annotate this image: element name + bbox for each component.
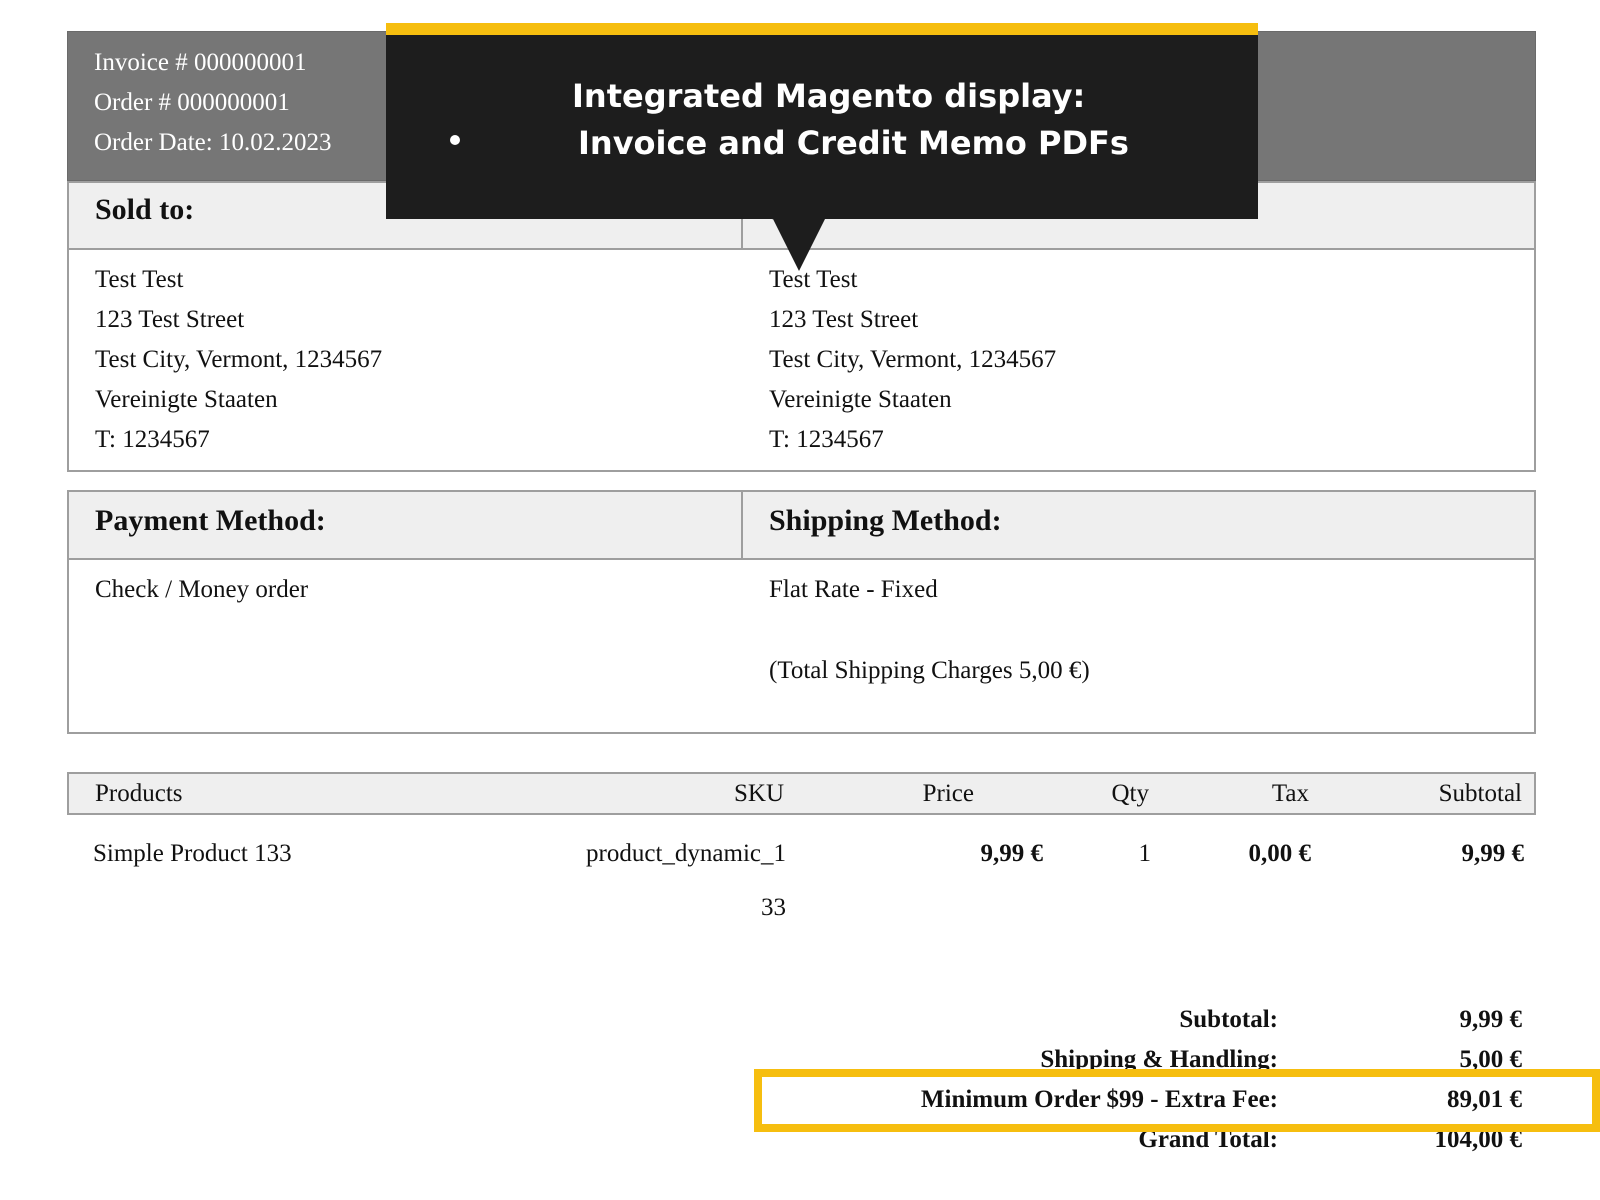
col-subtotal: Subtotal <box>1438 780 1522 807</box>
sold-to-name: Test Test <box>95 266 184 293</box>
col-tax: Tax <box>1271 780 1309 807</box>
ship-to-phone: T: 1234567 <box>769 426 884 453</box>
shipping-charges: (Total Shipping Charges 5,00 €) <box>769 657 1090 684</box>
product-subtotal: 9,99 € <box>1461 840 1524 867</box>
callout-bullet-icon <box>450 135 460 145</box>
ship-to-city: Test City, Vermont, 1234567 <box>769 346 1057 373</box>
shipping-method-title: Shipping Method: <box>769 504 1002 537</box>
extra-fee-highlight <box>754 1069 1600 1132</box>
shipping-method-value: Flat Rate - Fixed <box>769 576 938 603</box>
products-table-header <box>67 772 1536 815</box>
sold-to-city: Test City, Vermont, 1234567 <box>95 346 383 373</box>
extra-fee-label: Minimum Order $99 - Extra Fee: <box>920 1086 1278 1113</box>
feature-callout <box>386 23 1258 219</box>
payment-method-value: Check / Money order <box>95 576 309 603</box>
invoice-number: Invoice # 000000001 <box>94 49 307 76</box>
col-sku: SKU <box>733 780 784 807</box>
ship-to-street: 123 Test Street <box>769 306 919 333</box>
grand-total-label: Grand Total: <box>1138 1126 1278 1153</box>
product-sku-line2: 33 <box>761 894 786 921</box>
shipping-handling-value: 5,00 € <box>1459 1046 1522 1073</box>
methods-box <box>67 490 1536 734</box>
ship-to-country: Vereinigte Staaten <box>769 386 952 413</box>
col-qty: Qty <box>1111 780 1149 807</box>
order-date: Order Date: 10.02.2023 <box>94 129 332 156</box>
sold-to-street: 123 Test Street <box>95 306 245 333</box>
product-tax: 0,00 € <box>1248 840 1311 867</box>
callout-pointer-icon <box>773 219 825 271</box>
subtotal-label: Subtotal: <box>1179 1006 1278 1033</box>
ship-to-name: Test Test <box>769 266 858 293</box>
order-number: Order # 000000001 <box>94 89 290 116</box>
col-price: Price <box>922 780 974 807</box>
extra-fee-value: 89,01 € <box>1447 1086 1522 1113</box>
sold-to-phone: T: 1234567 <box>95 426 210 453</box>
callout-line1: Integrated Magento display: <box>572 77 1086 115</box>
col-products: Products <box>95 780 183 807</box>
product-name: Simple Product 133 <box>93 840 292 867</box>
callout-line2: Invoice and Credit Memo PDFs <box>578 124 1129 162</box>
product-sku-line1: product_dynamic_1 <box>586 840 786 867</box>
grand-total-value: 104,00 € <box>1434 1126 1522 1153</box>
methods-divider <box>741 492 743 560</box>
shipping-handling-label: Shipping & Handling: <box>1040 1046 1278 1073</box>
table-row <box>67 840 1536 930</box>
payment-method-title: Payment Method: <box>95 504 326 537</box>
subtotal-value: 9,99 € <box>1459 1006 1522 1033</box>
sold-to-country: Vereinigte Staaten <box>95 386 278 413</box>
product-qty: 1 <box>1138 840 1151 867</box>
sold-to-title: Sold to: <box>95 193 195 226</box>
product-price: 9,99 € <box>980 840 1043 867</box>
